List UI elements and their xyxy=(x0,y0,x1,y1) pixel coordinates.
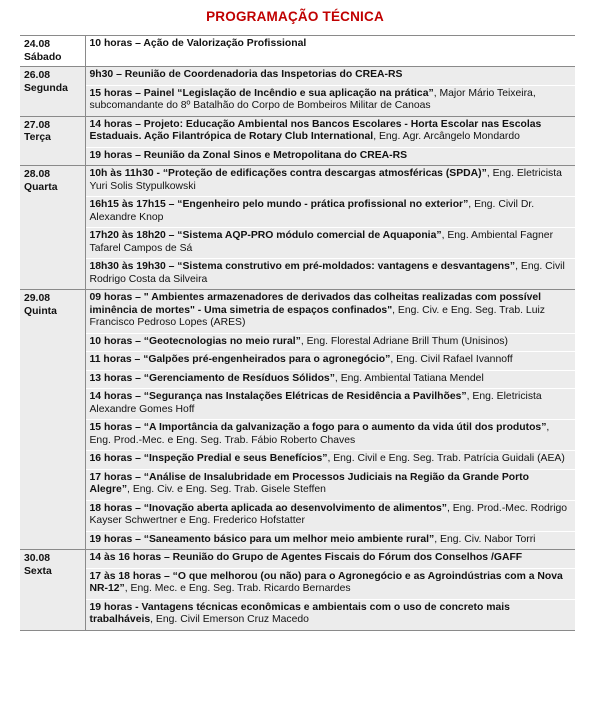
event-speaker: , Eng. Eletricista Alexandre Gomes Hoff xyxy=(89,391,542,415)
event-title: 13 horas – “Gerenciamento de Resíduos Sólidos” xyxy=(89,372,335,384)
day-date: 28.08 xyxy=(24,169,51,180)
event-speaker: , Eng. Civ. Nabor Torri xyxy=(434,533,536,545)
day-date: 30.08 xyxy=(24,553,51,564)
event-title: 14 às 16 horas – Reunião do Grupo de Agentes Fiscais do Fórum dos Conselhos /GAFF xyxy=(89,552,523,563)
event-item xyxy=(86,85,576,116)
event-speaker: , Eng. Civ. e Eng. Seg. Trab. Luiz Francisco Pedroso Lopes (ARES) xyxy=(89,304,545,328)
event-speaker: , Eng. Mec. e Eng. Seg. Trab. Ricardo Bernardes xyxy=(124,583,351,594)
event-item xyxy=(86,258,576,289)
day-cell xyxy=(20,290,85,550)
event-item xyxy=(86,599,576,630)
event-item xyxy=(86,166,576,196)
event-title: 15 horas – “A Importância da galvanização a fogo para o aumento da vida útil dos produtos” xyxy=(89,422,547,433)
event-title: 09 horas – " Ambientes armazenadores de derivados das colheitas realizadas com possível iminência de mortes" - Uma simetria de espaços confinados" xyxy=(89,292,542,316)
event-speaker: , Eng. Civil Rodrigo Costa da Silveira xyxy=(89,261,565,285)
schedule-day-row xyxy=(20,550,575,631)
schedule-day-row xyxy=(20,36,575,67)
schedule-day-row xyxy=(20,116,575,166)
event-speaker: , Eng. Prod.-Mec. e Eng. Seg. Trab. Fábio Roberto Chaves xyxy=(89,422,550,446)
event-item xyxy=(86,351,576,370)
event-item xyxy=(86,531,576,550)
event-item xyxy=(86,117,576,147)
schedule-day-row xyxy=(20,290,575,550)
event-title: 10h às 11h30 - “Proteção de edificações contra descargas atmosféricas (SPDA)” xyxy=(89,168,487,179)
event-title: 11 horas – “Galpões pré-engenheirados para o agronegócio” xyxy=(89,354,391,365)
day-cell xyxy=(20,166,85,290)
day-weekday: Terça xyxy=(24,132,51,143)
day-date: 27.08 xyxy=(24,119,51,131)
event-title: 19 horas – “Saneamento básico para um melhor meio ambiente rural” xyxy=(89,533,435,545)
day-weekday: Sábado xyxy=(24,51,62,63)
event-title: 18 horas – “Inovação aberta aplicada ao desenvolvimento de alimentos” xyxy=(89,502,447,514)
day-weekday: Quarta xyxy=(24,181,58,193)
event-item xyxy=(86,227,576,258)
event-item xyxy=(86,36,576,54)
event-speaker: , Eng. Prod.-Mec. Rodrigo Kayser Schwertner e Eng. Frederico Hofstatter xyxy=(89,502,568,526)
day-date: 26.08 xyxy=(24,70,51,81)
event-title: 10 horas – Ação de Valorização Profissional xyxy=(89,38,307,49)
day-cell xyxy=(20,36,85,67)
event-title: 19 horas - Vantagens técnicas econômicas e ambientais com o uso de concreto mais trabalháveis xyxy=(89,601,510,625)
event-title: 14 horas – Projeto: Educação Ambiental nos Bancos Escolares - Horta Escolar nas Escolas Estaduais. Ação Filantrópica de Rotary Club International xyxy=(89,118,542,142)
schedule-table xyxy=(20,35,575,631)
day-weekday: Sexta xyxy=(24,565,52,577)
page-title: PROGRAMAÇÃO TÉCNICA xyxy=(206,9,384,24)
event-item xyxy=(86,469,576,500)
event-speaker: , Eng. Florestal Adriane Brill Thum (Unisinos) xyxy=(300,335,508,347)
event-speaker: , Eng. Ambiental Fagner Tafarel Campos de Sá xyxy=(89,230,554,254)
day-cell xyxy=(20,116,85,166)
event-item xyxy=(86,388,576,419)
event-title: 15 horas – Painel “Legislação de Incêndio e sua aplicação na prática” xyxy=(89,87,434,99)
event-speaker: , Eng. Agr. Arcângelo Mondardo xyxy=(373,131,520,142)
day-weekday: Segunda xyxy=(24,82,68,94)
event-item xyxy=(86,370,576,389)
event-title: 16 horas – “Inspeção Predial e seus Benefícios” xyxy=(89,453,328,464)
event-item xyxy=(86,196,576,227)
event-item xyxy=(86,419,576,450)
event-speaker: , Eng. Civil Rafael Ivannoff xyxy=(390,354,513,365)
event-title: 16h15 às 17h15 – “Engenheiro pelo mundo - prática profissional no exterior” xyxy=(89,199,469,210)
event-speaker: , Eng. Eletricista Yuri Solis Stypulkowski xyxy=(89,168,562,192)
events-cell xyxy=(85,67,575,117)
event-speaker: , Eng. Civil e Eng. Seg. Trab. Patrícia Guidali (AEA) xyxy=(327,453,565,464)
event-speaker: , Eng. Civil Emerson Cruz Macedo xyxy=(150,614,309,625)
events-cell xyxy=(85,36,575,67)
event-item xyxy=(86,550,576,568)
day-cell xyxy=(20,550,85,631)
event-item xyxy=(86,333,576,352)
day-date: 29.08 xyxy=(24,293,51,304)
day-weekday: Quinta xyxy=(24,305,57,317)
event-item xyxy=(86,500,576,531)
day-cell xyxy=(20,67,85,117)
event-title: 18h30 às 19h30 – “Sistema construtivo em pré-moldados: vantagens e desvantagens” xyxy=(89,261,516,272)
events-cell xyxy=(85,166,575,290)
event-speaker: , Major Mário Teixeira, subcomandante do 8º Batalhão do Corpo de Bombeiros Militar de Canoas xyxy=(89,87,536,111)
event-title: 17 horas – “Análise de Insalubridade em Processos Judiciais na Região da Grande Porto Alegre” xyxy=(89,471,529,495)
events-cell xyxy=(85,116,575,166)
event-title: 17 às 18 horas – “O que melhorou (ou não) para o Agronegócio e as Agroindústrias com a Nova NR-12” xyxy=(89,570,563,594)
event-title: 10 horas – “Geotecnologias no meio rural” xyxy=(89,335,301,347)
event-title: 9h30 – Reunião de Coordenadoria das Inspetorias do CREA-RS xyxy=(89,69,403,80)
event-item xyxy=(86,147,576,166)
event-title: 14 horas – “Segurança nas Instalações Elétricas de Residência a Pavilhões” xyxy=(89,391,467,402)
day-date: 24.08 xyxy=(24,39,51,50)
event-speaker: , Eng. Ambiental Tatiana Mendel xyxy=(334,372,484,384)
event-title: 19 horas – Reunião da Zonal Sinos e Metropolitana do CREA-RS xyxy=(89,149,408,161)
event-title: 17h20 às 18h20 – “Sistema AQP-PRO módulo comercial de Aquaponia” xyxy=(89,230,442,241)
event-item xyxy=(86,67,576,85)
event-speaker: , Eng. Civ. e Eng. Seg. Trab. Gisele Steffen xyxy=(127,484,326,495)
event-item xyxy=(86,450,576,469)
schedule-day-row xyxy=(20,67,575,117)
schedule-day-row xyxy=(20,166,575,290)
event-speaker: , Eng. Civil Dr. Alexandre Knop xyxy=(89,199,535,223)
event-item xyxy=(86,568,576,599)
events-cell xyxy=(85,290,575,550)
events-cell xyxy=(85,550,575,631)
event-item xyxy=(86,290,576,333)
